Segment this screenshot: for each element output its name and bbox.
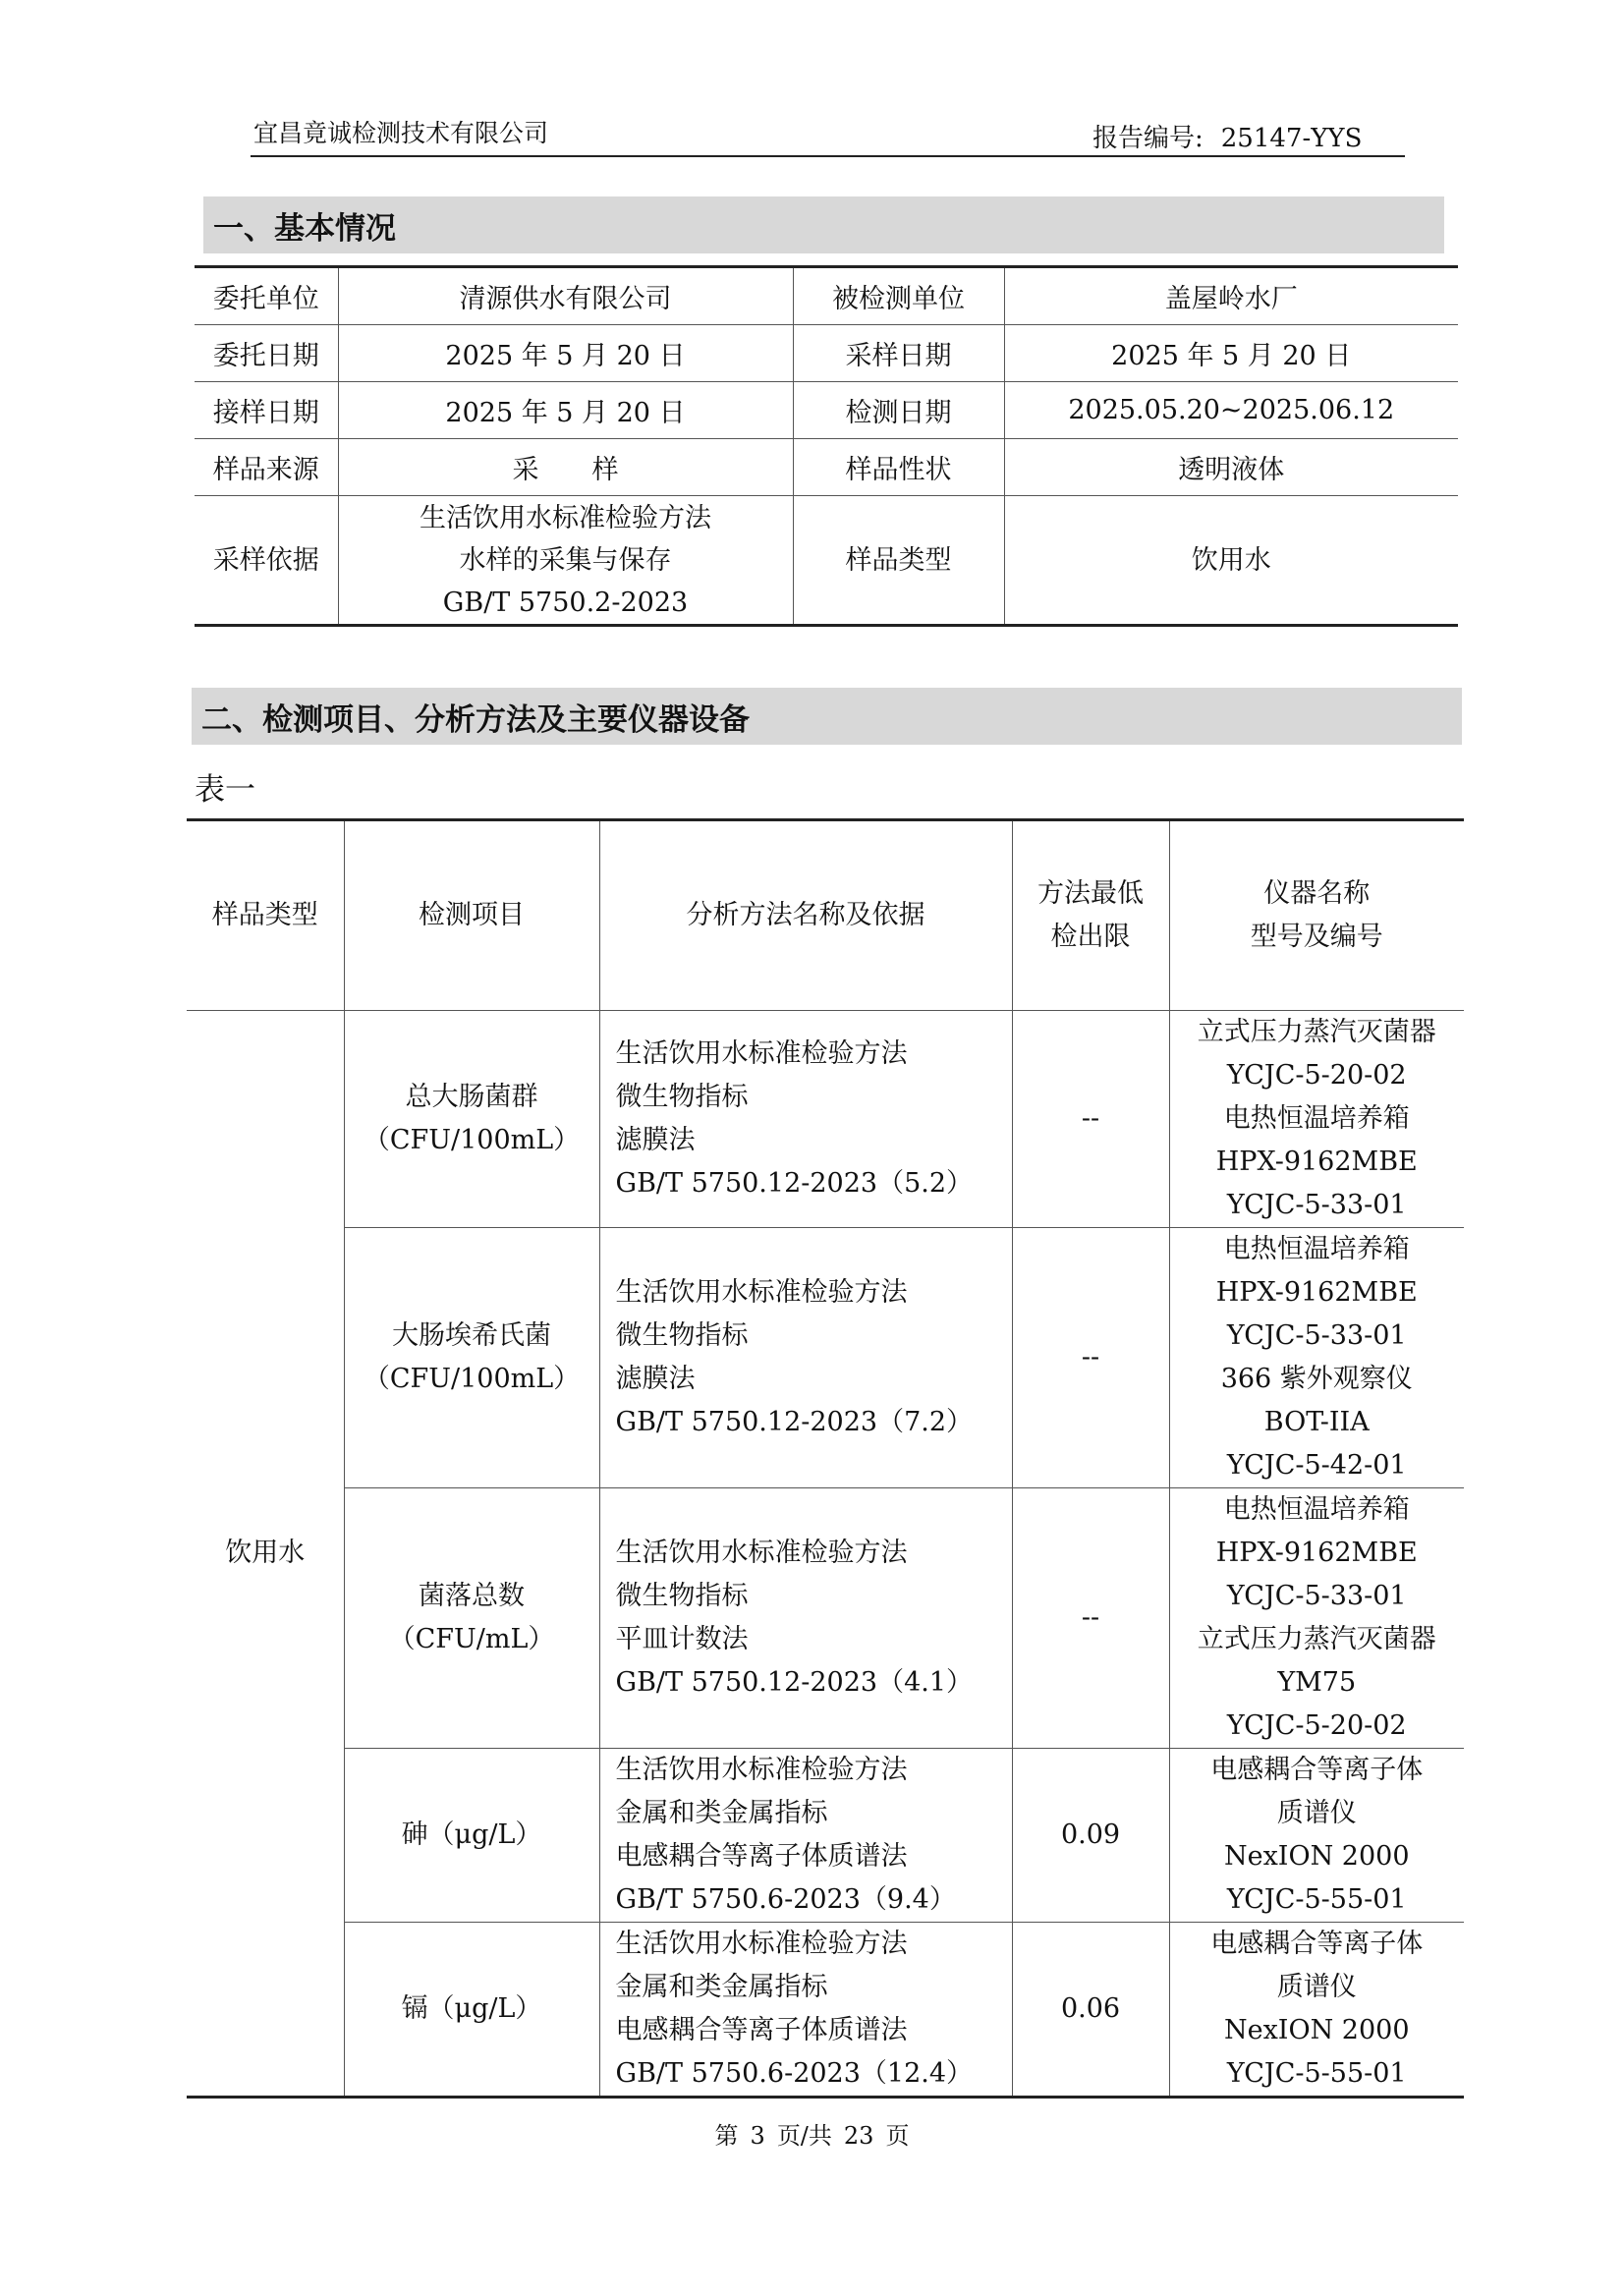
table-caption: 表一 — [195, 772, 255, 808]
method-line: 电感耦合等离子体质谱法 — [615, 2015, 908, 2045]
page-footer — [0, 2116, 1624, 2151]
instrument-line: 电感耦合等离子体 — [1210, 1755, 1424, 1785]
footer-total: 23 — [843, 2122, 874, 2150]
instrument-line: YM75 — [1277, 1667, 1357, 1698]
section-methods-title: 二、检测项目、分析方法及主要仪器设备 — [192, 688, 1462, 745]
limit-cell: 0.06 — [1012, 1923, 1169, 2098]
method-line: GB/T 5750.12-2023（4.1） — [615, 1667, 974, 1698]
item-line: 菌落总数 — [419, 1581, 525, 1611]
info-label: 接样日期 — [195, 382, 338, 439]
header-method — [599, 820, 1012, 1011]
info-label: 样品来源 — [195, 439, 338, 496]
method-line: 平皿计数法 — [615, 1624, 749, 1654]
method-cell — [599, 1228, 1012, 1488]
instrument-line: NexION 2000 — [1223, 1841, 1410, 1872]
method-line: 生活饮用水标准检验方法 — [615, 1538, 908, 1568]
info-label: 被检测单位 — [793, 267, 1004, 325]
instrument-line: YCJC-5-42-01 — [1226, 1450, 1407, 1481]
method-line: 滤膜法 — [615, 1364, 696, 1394]
company-name: 宜昌竟诚检测技术有限公司 — [253, 119, 549, 147]
info-label: 采样依据 — [195, 496, 338, 626]
instrument-line: 质谱仪 — [1276, 1972, 1357, 2002]
info-value: 饮用水 — [1004, 496, 1458, 626]
info-value: 盖屋岭水厂 — [1004, 267, 1458, 325]
method-line: 生活饮用水标准检验方法 — [615, 1755, 908, 1785]
instrument-cell — [1169, 1749, 1464, 1923]
report-number-value: 25147-YYS — [1220, 124, 1363, 153]
info-value: 2025 年 5 月 20 日 — [338, 382, 793, 439]
instrument-line: 质谱仪 — [1276, 1798, 1357, 1828]
method-cell — [599, 1749, 1012, 1923]
instrument-cell — [1169, 1923, 1464, 2098]
info-value: 2025 年 5 月 20 日 — [338, 325, 793, 382]
method-line: 生活饮用水标准检验方法 — [615, 1038, 908, 1069]
method-line: 微生物指标 — [615, 1320, 749, 1351]
info-row — [195, 382, 1458, 439]
method-line: 金属和类金属指标 — [615, 1798, 828, 1828]
instrument-line: HPX-9162MBE — [1215, 1147, 1418, 1177]
method-cell — [599, 1923, 1012, 2098]
item-cell — [344, 1011, 599, 1228]
sampling-basis-line: 生活饮用水标准检验方法 — [420, 502, 711, 533]
info-value: 采 样 — [338, 439, 793, 496]
info-label: 委托日期 — [195, 325, 338, 382]
footer-page: 3 — [750, 2122, 765, 2150]
method-line: GB/T 5750.6-2023（9.4） — [615, 1884, 956, 1915]
instrument-cell — [1169, 1488, 1464, 1749]
item-line: 砷（μg/L） — [401, 1819, 542, 1850]
instrument-line: 电感耦合等离子体 — [1210, 1929, 1424, 1959]
sampling-basis-line: 水样的采集与保存 — [459, 544, 672, 576]
method-line: 微生物指标 — [615, 1581, 749, 1611]
footer-middle: 页/共 — [776, 2122, 832, 2150]
header-limit-line: 检出限 — [1050, 922, 1131, 952]
instrument-line: YCJC-5-20-02 — [1226, 1710, 1407, 1741]
method-line: 生活饮用水标准检验方法 — [615, 1929, 908, 1959]
limit-cell: -- — [1012, 1228, 1169, 1488]
table-row — [187, 1011, 1464, 1228]
header-divider — [251, 155, 1405, 157]
info-label: 委托单位 — [195, 267, 338, 325]
instrument-line: YCJC-5-33-01 — [1226, 1190, 1407, 1220]
info-value: 2025.05.20~2025.06.12 — [1004, 382, 1458, 439]
info-value — [338, 496, 793, 626]
header-instrument-line: 仪器名称 — [1263, 878, 1371, 909]
item-line: （CFU/100mL） — [363, 1125, 581, 1155]
instrument-line: 366 紫外观察仪 — [1220, 1364, 1413, 1394]
header-limit — [1012, 820, 1169, 1011]
method-line: 生活饮用水标准检验方法 — [615, 1277, 908, 1308]
item-cell — [344, 1923, 599, 2098]
footer-prefix: 第 — [714, 2122, 739, 2150]
method-line: 电感耦合等离子体质谱法 — [615, 1841, 908, 1872]
footer-suffix: 页 — [885, 2122, 910, 2150]
info-row — [195, 439, 1458, 496]
method-line: GB/T 5750.6-2023（12.4） — [615, 2058, 974, 2089]
item-line: （CFU/100mL） — [363, 1364, 581, 1394]
info-row — [195, 325, 1458, 382]
section-basic-info-title: 一、基本情况 — [203, 196, 1444, 253]
info-label: 检测日期 — [793, 382, 1004, 439]
instrument-line: 立式压力蒸汽灭菌器 — [1197, 1624, 1436, 1654]
instrument-line: 电热恒温培养箱 — [1223, 1494, 1410, 1525]
method-line: GB/T 5750.12-2023（5.2） — [615, 1168, 974, 1199]
info-value: 透明液体 — [1004, 439, 1458, 496]
info-label: 样品类型 — [793, 496, 1004, 626]
info-row — [195, 267, 1458, 325]
instrument-cell — [1169, 1228, 1464, 1488]
limit-cell: 0.09 — [1012, 1749, 1169, 1923]
report-number-label: 报告编号: — [1092, 124, 1204, 153]
instrument-line: YCJC-5-55-01 — [1226, 2058, 1407, 2089]
method-line: 滤膜法 — [615, 1125, 696, 1155]
method-line: GB/T 5750.12-2023（7.2） — [615, 1407, 974, 1437]
instrument-line: HPX-9162MBE — [1215, 1277, 1418, 1308]
methods-table — [187, 818, 1464, 2099]
limit-cell: -- — [1012, 1488, 1169, 1749]
instrument-line: YCJC-5-33-01 — [1226, 1320, 1407, 1351]
limit-cell: -- — [1012, 1011, 1169, 1228]
instrument-line: 立式压力蒸汽灭菌器 — [1197, 1017, 1436, 1047]
item-cell — [344, 1228, 599, 1488]
instrument-line: YCJC-5-20-02 — [1226, 1060, 1407, 1091]
sampling-basis-line: GB/T 5750.2-2023 — [442, 587, 689, 618]
header-instrument — [1169, 820, 1464, 1011]
instrument-line: YCJC-5-55-01 — [1226, 1884, 1407, 1915]
info-value: 2025 年 5 月 20 日 — [1004, 325, 1458, 382]
info-value: 清源供水有限公司 — [338, 267, 793, 325]
item-cell — [344, 1749, 599, 1923]
info-label: 样品性状 — [793, 439, 1004, 496]
table-row — [187, 1749, 1464, 1923]
item-line: 大肠埃希氏菌 — [392, 1320, 551, 1351]
item-cell — [344, 1488, 599, 1749]
header-row — [187, 820, 1464, 1011]
method-cell — [599, 1011, 1012, 1228]
sample-type-cell: 饮用水 — [187, 1011, 344, 2098]
info-label: 采样日期 — [793, 325, 1004, 382]
instrument-line: BOT-IIA — [1263, 1407, 1370, 1437]
instrument-line: HPX-9162MBE — [1215, 1538, 1418, 1568]
header-instrument-line: 型号及编号 — [1250, 922, 1383, 952]
table-row — [187, 1923, 1464, 2098]
method-line: 微生物指标 — [615, 1082, 749, 1112]
method-line: 金属和类金属指标 — [615, 1972, 828, 2002]
basic-info-table — [195, 265, 1458, 627]
instrument-line: 电热恒温培养箱 — [1223, 1103, 1410, 1134]
header-limit-line: 方法最低 — [1037, 878, 1144, 909]
instrument-line: YCJC-5-33-01 — [1226, 1581, 1407, 1611]
instrument-cell — [1169, 1011, 1464, 1228]
item-line: 镉（μg/L） — [401, 1993, 542, 2024]
table-row — [187, 1488, 1464, 1749]
header-method-line: 分析方法名称及依据 — [686, 900, 925, 930]
item-line: 总大肠菌群 — [405, 1082, 538, 1112]
info-row — [195, 496, 1458, 626]
instrument-line: NexION 2000 — [1223, 2015, 1410, 2045]
item-line: （CFU/mL） — [388, 1624, 555, 1654]
method-cell — [599, 1488, 1012, 1749]
table-row — [187, 1228, 1464, 1488]
report-number — [1092, 118, 1362, 154]
header-item: 检测项目 — [344, 820, 599, 1011]
instrument-line: 电热恒温培养箱 — [1223, 1234, 1410, 1264]
header-sample-type: 样品类型 — [187, 820, 344, 1011]
